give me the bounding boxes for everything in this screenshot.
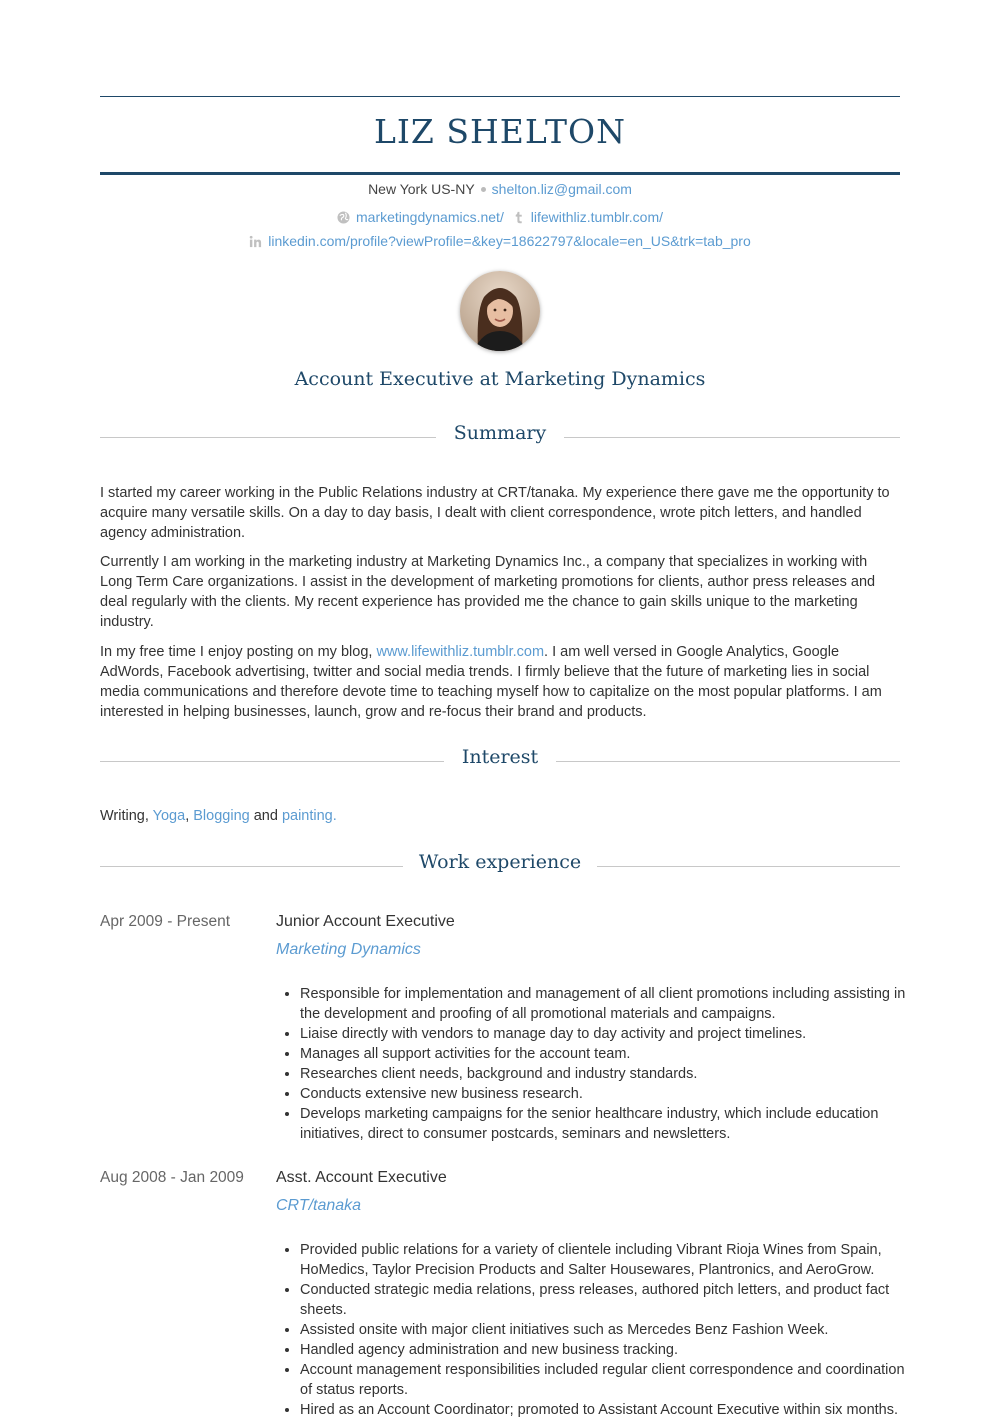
header-top-rule	[100, 96, 900, 97]
headline: Account Executive at Marketing Dynamics	[294, 368, 706, 390]
list-item: • Account management responsibilities included regular client correspondence and coordination of status reports.	[300, 1360, 920, 1400]
list-item: • Handled agency administration and new business tracking.	[300, 1340, 920, 1360]
job-company-link[interactable]: Marketing Dynamics	[276, 941, 421, 958]
summary-section-header	[100, 422, 900, 452]
list-item: • Responsible for implementation and management of all client promotions including assisting in the development and proofing of all promotional materials and campaigns.	[300, 984, 920, 1024]
job-responsibilities	[276, 984, 920, 1144]
list-item: • Conducts extensive new business research.	[300, 1084, 920, 1104]
globe-icon	[337, 211, 350, 224]
interest-comma: ,	[185, 808, 194, 824]
interest-text	[100, 806, 900, 826]
profile-photo	[460, 271, 540, 351]
linkedin-link[interactable]: linkedin.com/profile?viewProfile=&key=18622797&locale=en_US&trk=tab_pro	[268, 233, 751, 249]
job-dates: Apr 2009 - Present	[100, 913, 231, 930]
header-bottom-rule	[100, 172, 900, 175]
summary-p3-text: In my free time I enjoy posting on my blog,	[100, 644, 377, 660]
interest-heading: Interest	[461, 746, 539, 768]
list-item: • Researches client needs, background and industry standards.	[300, 1064, 920, 1084]
website-link[interactable]: marketingdynamics.net/	[356, 209, 504, 225]
list-item: • Hired as an Account Coordinator; promoted to Assistant Account Executive within six months.	[300, 1400, 920, 1420]
email-link[interactable]: shelton.liz@gmail.com	[491, 181, 632, 197]
job-company-link[interactable]: CRT/tanaka	[276, 1197, 362, 1214]
linkedin-icon	[249, 235, 262, 248]
blog-link[interactable]: www.lifewithliz.tumblr.com	[376, 644, 545, 660]
summary-heading: Summary	[453, 422, 547, 444]
contact-line-links	[100, 209, 900, 225]
list-item: • Liaise directly with vendors to manage day to day activity and project timelines.	[300, 1024, 920, 1044]
interest-yoga-link[interactable]: Yoga	[152, 808, 186, 824]
contact-line-primary	[100, 181, 900, 197]
contact-line-linkedin	[100, 233, 900, 249]
dot-separator	[481, 187, 486, 192]
summary-p3-text-end: . I am well versed in Google Analytics, Google AdWords, Facebook advertising, twitter and social media trends. I firmly believe that the future of marketing lies in social media communications and therefore devote time to teaching myself how to capitalize on the most popular platforms. I am interested in helping businesses, launch, grow and re-focus their brand and products.	[100, 644, 882, 720]
job-title: Asst. Account Executive	[276, 1169, 447, 1186]
list-item: • Conducted strategic media relations, press releases, authored pitch letters, and product fact sheets.	[300, 1280, 920, 1320]
avatar	[460, 271, 540, 351]
candidate-name: LIZ SHELTON	[373, 112, 626, 151]
tumblr-link[interactable]: lifewithliz.tumblr.com/	[530, 209, 663, 225]
work-heading: Work experience	[418, 851, 582, 873]
summary-paragraph-1: I started my career working in the Public Relations industry at CRT/tanaka. My experience there gave me the opportunity to acquire many versatile skills. On a day to day basis, I dealt with client correspondence, wrote pitch letters, and handled agency administration.	[100, 485, 890, 541]
interest-section-header	[100, 746, 900, 776]
list-item: • Provided public relations for a variety of clientele including Vibrant Rioja Wines from Spain, HoMedics, Taylor Precision Products and Salter Housewares, Plantronics, and AeroGrow.	[300, 1240, 920, 1280]
interest-painting-link[interactable]: painting.	[281, 808, 337, 824]
location: New York US-NY	[368, 181, 475, 197]
job-dates: Aug 2008 - Jan 2009	[100, 1169, 244, 1186]
summary-paragraph-3	[100, 642, 900, 722]
list-item: • Assisted onsite with major client initiatives such as Mercedes Benz Fashion Week.	[300, 1320, 920, 1340]
job-responsibilities	[276, 1240, 920, 1420]
tumblr-icon	[512, 211, 525, 224]
list-item: • Manages all support activities for the account team.	[300, 1044, 920, 1064]
list-item: • Develops marketing campaigns for the senior healthcare industry, which include education initiatives, direct to consumer postcards, seminars and newsletters.	[300, 1104, 920, 1144]
interest-blogging-link[interactable]: Blogging	[193, 808, 250, 824]
summary-paragraph-2: Currently I am working in the marketing industry at Marketing Dynamics Inc., a company that specializes in working with Long Term Care organizations. I assist in the development of marketing promotions for clients, author press releases and deal regularly with the clients. My recent experience has provided me the chance to gain skills unique to the marketing industry.	[100, 554, 876, 630]
work-section-header	[100, 851, 900, 881]
interest-writing: Writing,	[100, 808, 153, 824]
interest-and: and	[249, 808, 282, 824]
job-title: Junior Account Executive	[276, 913, 455, 930]
